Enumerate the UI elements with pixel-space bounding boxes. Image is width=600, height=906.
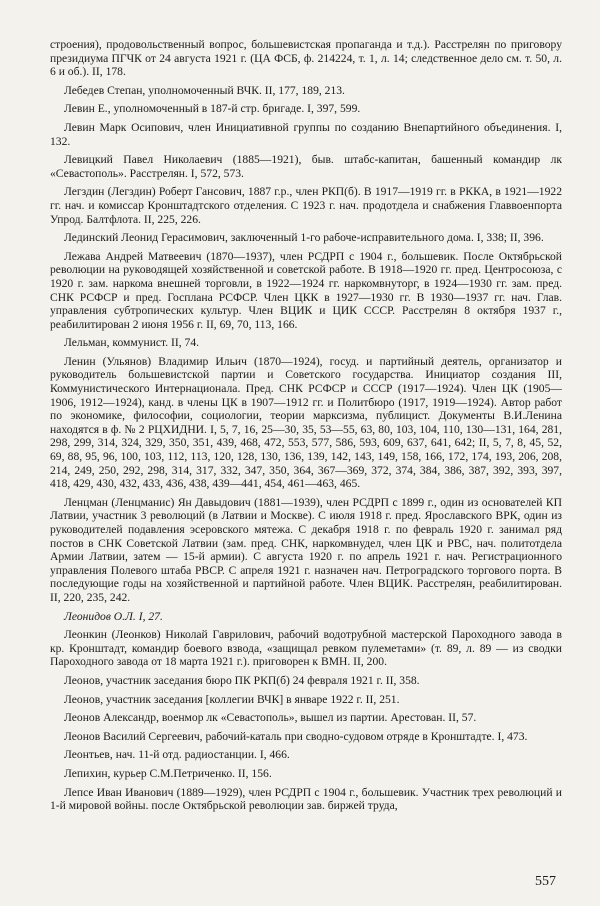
index-entry: Лепсе Иван Иванович (1889—1929), член РСДРП с 1904 г., большевик. Участник трех революций и 1-й мировой войны. после Октябрьской революции зав. биржей труда, — [50, 785, 562, 813]
index-entry: Леонидов О.Л. I, 27. — [64, 609, 163, 623]
index-entry: Левин Марк Осипович, член Инициативной группы по созданию Внепартийного объединения. I, 132. — [50, 120, 562, 148]
index-entry: Лепихин, курьер С.М.Петриченко. II, 156. — [64, 766, 272, 780]
index-entry: Леонов, участник заседания [коллегии ВЧК] в январе 1922 г. II, 251. — [64, 692, 400, 706]
index-entry: Леонов Александр, военмор лк «Севастополь», вышел из партии. Арестован. II, 57. — [64, 711, 477, 725]
index-entry: Леонов Василий Сергеевич, рабочий-каталь при сводно-судовом отряде в Кронштадте. I, 473. — [64, 729, 528, 743]
page-number: 557 — [535, 874, 556, 889]
index-entry: строения), продовольственный вопрос, большевистская пропаганда и т.д.). Расстрелян по приговору президиума ПГЧК от 24 августа 1921 г. (ЦА ФСБ, ф. 214224, т. 1, л. 14; следственное дело см. т. 50, л. 6 и об.). II, 178. — [50, 38, 562, 79]
index-entry: Леонкин (Леонков) Николай Гаврилович, рабочий водотрубной мастерской Пароходного завода в кр. Кронштадт, командир боевого взвода, «защищал ревком пулеметами» (т. 89, л. 89 — из сводки Пароходного завода от 18 марта 1921 г.). приговорен к ВМН. II, 200. — [50, 628, 562, 669]
index-entry: Легздин (Легздин) Роберт Гансович, 1887 г.р., член РКП(б). В 1917—1919 гг. в РККА, в 1921—1922 гг. нач. и комиссар Кронштадтского отделения. С 1923 г. нач. продотдела и снабжения Главвоенпорта Упрод. Балтфлота. II, 225, 226. — [50, 185, 562, 226]
index-entries — [50, 38, 562, 813]
index-entry: Левицкий Павел Николаевич (1885—1921), быв. штабс-капитан, башенный командир лк «Севастополь». Расстрелян. I, 572, 573. — [50, 153, 562, 180]
index-entry: Лельман, коммунист. II, 74. — [64, 336, 200, 350]
index-entry: Лежава Андрей Матвеевич (1870—1937), член РСДРП с 1904 г., большевик. После Октябрьской революции на руководящей хозяйственной и советской работе. В 1918—1920 гг. пред. Центросоюза, с 1920 г. зам. наркома внешней торговли, в 1922—1924 гг. наркомвнуторг, в 1924—1930 гг. зам. пред. СНК РСФСР и пред. Госплана РСФСР. Член ЦКК в 1927—1930 гг. В 1930—1937 гг. нач. Глав. управления субтропических культур. Член ВЦИК и ЦИК СССР. Расстрелян 8 октября 1937 г., реабилитирован 2 июня 1956 г. II, 69, 70, 113, 166. — [50, 249, 562, 331]
index-entry: Ленцман (Ленцманис) Ян Давыдович (1881—1939), член РСДРП с 1899 г., один из основателей КП Латвии, участник 3 революций (в Латвии и Москве). С июля 1918 г. пред. Ярославского ВРК, один из руководителей подавления эсеровского мятежа. С декабря 1918 г. по февраль 1920 г. занимал ряд постов в СНК Советской Латвии (зам. пред. СНК, наркомвнудел, член ЦК и РВС, нач. политотдела Армии Латвии, затем — 15-й армии). С августа 1920 г. по апрель 1921 г. нач. Регистрационного управления Полевого штаба РВСР. С апреля 1921 г. назначен нач. Петроградского торгового порта. В последующие годы на хозяйственной и партийной работе. Член ВЦИК. Расстрелян, реабилитирован. II, 220, 235, 242. — [50, 495, 562, 604]
index-entry: Леонтьев, нач. 11-й отд. радиостанции. I, 466. — [64, 748, 290, 762]
index-entry: Леонов, участник заседания бюро ПК РКП(б) 24 февраля 1921 г. II, 358. — [64, 673, 420, 687]
index-entry: Лебедев Степан, уполномоченный ВЧК. II, 177, 189, 213. — [64, 83, 345, 97]
index-entry: Левин Е., уполномоченный в 187-й стр. бригаде. I, 397, 599. — [64, 102, 361, 116]
index-entry: Лединский Леонид Герасимович, заключенный 1-го рабоче-исправительного дома. I, 338; II, 396. — [64, 231, 544, 245]
index-entry: Ленин (Ульянов) Владимир Ильич (1870—1924), госуд. и партийный деятель, организатор и руководитель большевистской партии и Советского государства. Инициатор создания III, Коммунистического Интернационала. Пред. СНК РСФСР и СССР (1917—1924). Член ЦК (1905—1906, 1912—1924), канд. в члены ЦК в 1907—1912 гг. и Политбюро (1917, 1919—1924). Автор работ по экономике, философии, социологии, теории марксизма, публицист. Документы В.И.Ленина находятся в ф. № 2 РЦХИДНИ. I, 5, 7, 16, 25—30, 35, 53—55, 63, 80, 103, 104, 110, 130—131, 164, 281, 298, 299, 314, 324, 329, 350, 351, 439, 468, 472, 553, 577, 586, 593, 609, 637, 641, 642; II, 5, 7, 8, 45, 52, 69, 88, 95, 96, 100, 103, 112, 113, 120, 128, 130, 136, 139, 142, 143, 149, 158, 166, 172, 174, 193, 206, 208, 214, 249, 250, 292, 298, 314, 317, 332, 347, 350, 364, 367—369, 372, 374, 384, 386, 387, 392, 393, 397, 418, 429, 430, 432, 433, 436, 438, 439—441, 454, 461—463, 465. — [50, 354, 562, 491]
